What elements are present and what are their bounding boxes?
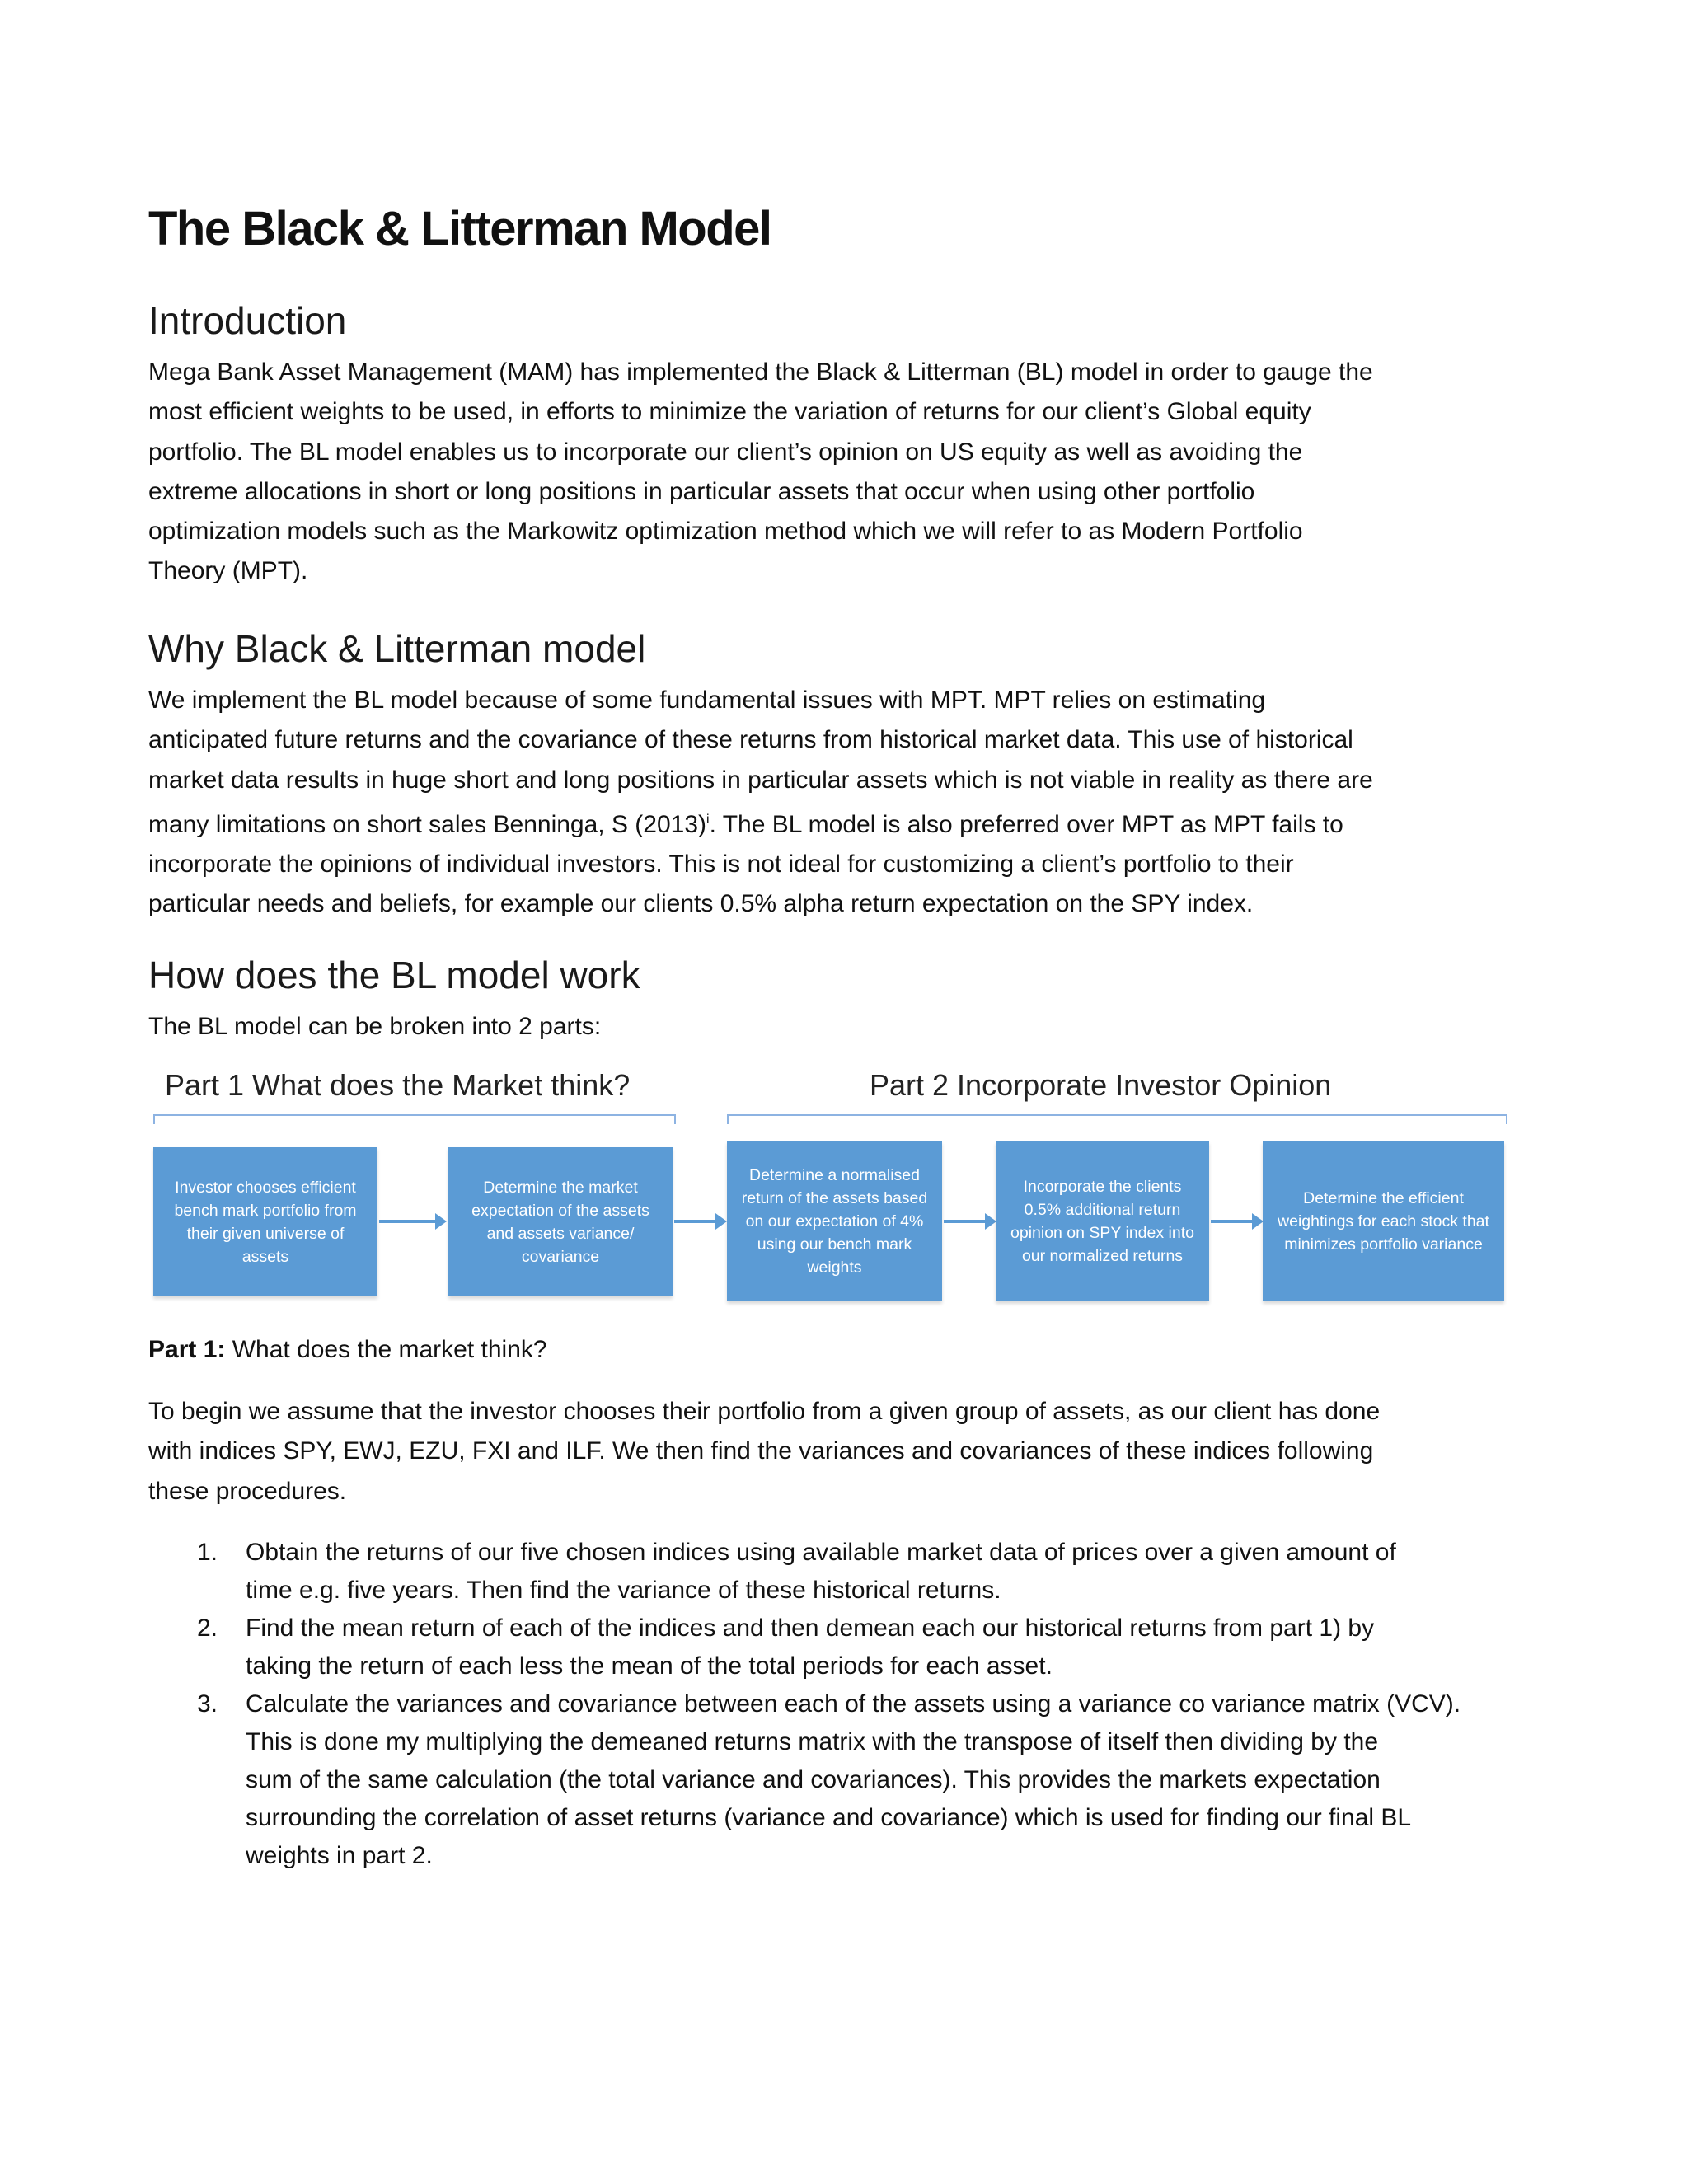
text-line: Find the mean return of each of the indices and then demean each our historical returns from part 1) by <box>246 1615 1375 1642</box>
step-box-2: Determine the market expectation of the assets and assets variance/ covariance <box>448 1147 673 1296</box>
arrow-icon <box>944 1220 987 1223</box>
how-heading: How does the BL model work <box>148 954 640 996</box>
citation-text: many limitations on short sales Benninga, S (2013) <box>148 810 707 838</box>
text-line: time e.g. five years. Then find the variance of these historical returns. <box>246 1577 1001 1604</box>
introduction-paragraph <box>148 353 1373 592</box>
list-item <box>148 1685 1461 1875</box>
text-line: extreme allocations in short or long positions in particular assets that occur when using other portfolio <box>148 477 1255 505</box>
step-box-1: Investor chooses efficient bench mark portfolio from their given universe of assets <box>153 1147 377 1296</box>
list-item <box>148 1534 1461 1610</box>
text-line <box>148 800 1373 845</box>
text-line: incorporate the opinions of individual investors. This is not ideal for customizing a client’s portfolio to their <box>148 851 1294 879</box>
arrow-icon <box>1211 1220 1254 1223</box>
step-box-4: Incorporate the clients 0.5% additional return opinion on SPY index into our normalized returns <box>996 1141 1209 1301</box>
text-line: anticipated future returns and the covariance of these returns from historical market data. This use of historical <box>148 726 1353 754</box>
text-line: We implement the BL model because of some fundamental issues with MPT. MPT relies on estimating <box>148 687 1266 714</box>
part1-paragraph <box>148 1392 1380 1511</box>
how-intro: The BL model can be broken into 2 parts: <box>148 1013 602 1040</box>
arrow-icon <box>674 1220 717 1223</box>
part2-bracket <box>727 1114 1507 1124</box>
text-line: Calculate the variances and covariance between each of the assets using a variance co variance matrix (VCV). <box>246 1690 1461 1718</box>
text-line: portfolio. The BL model enables us to incorporate our client’s opinion on US equity as well as avoiding the <box>148 438 1303 466</box>
text-line: Mega Bank Asset Management (MAM) has implemented the Black & Litterman (BL) model in order to gauge the <box>148 359 1373 386</box>
text-line: most efficient weights to be used, in efforts to minimize the variation of returns for our client’s Global equity <box>148 398 1311 426</box>
list-number: 2. <box>197 1615 218 1642</box>
list-number: 3. <box>197 1690 218 1718</box>
text-line: with indices SPY, EWJ, EZU, FXI and ILF. We then find the variances and covariances of these indices following <box>148 1437 1374 1465</box>
part2-diagram-heading: Part 2 Incorporate Investor Opinion <box>870 1068 1332 1102</box>
document-title: The Black & Litterman Model <box>148 202 771 255</box>
list-item <box>148 1610 1461 1685</box>
step-box-3: Determine a normalised return of the assets based on our expectation of 4% using our bench mark weights <box>727 1141 942 1301</box>
part1-diagram-heading: Part 1 What does the Market think? <box>165 1068 631 1102</box>
step-box-5: Determine the efficient weightings for each stock that minimizes portfolio variance <box>1263 1141 1504 1301</box>
why-heading: Why Black & Litterman model <box>148 627 646 670</box>
text-line: surrounding the correlation of asset returns (variance and covariance) which is used for finding our final BL <box>246 1804 1412 1831</box>
text-line: optimization models such as the Markowitz optimization method which we will refer to as Modern Portfolio <box>148 518 1303 546</box>
text-fragment: . The BL model is also preferred over MPT as MPT fails to <box>709 810 1343 838</box>
text-line: these procedures. <box>148 1477 347 1505</box>
footnote-mark[interactable]: i <box>706 812 710 827</box>
part1-subheading <box>148 1330 547 1370</box>
list-number: 1. <box>197 1539 218 1566</box>
text-line: taking the return of each less the mean of the total periods for each asset. <box>246 1652 1053 1680</box>
introduction-heading: Introduction <box>148 299 347 342</box>
text-line: sum of the same calculation (the total variance and covariances). This provides the markets expectation <box>246 1766 1381 1793</box>
text-line: weights in part 2. <box>246 1842 433 1869</box>
arrow-icon <box>379 1220 437 1223</box>
text-line: Theory (MPT). <box>148 557 308 585</box>
part1-bracket <box>153 1114 676 1124</box>
why-paragraph <box>148 681 1373 925</box>
text-line: This is done my multiplying the demeaned returns matrix with the transpose of itself then dividing by the <box>246 1728 1379 1755</box>
part1-label: Part 1: <box>148 1336 226 1363</box>
text-line: market data results in huge short and long positions in particular assets which is not viable in reality as there are <box>148 766 1373 794</box>
text-line: particular needs and beliefs, for example our clients 0.5% alpha return expectation on the SPY index. <box>148 890 1254 918</box>
text-line: To begin we assume that the investor chooses their portfolio from a given group of assets, as our client has done <box>148 1398 1381 1425</box>
procedure-list <box>148 1534 1461 1875</box>
text-line: Obtain the returns of our five chosen indices using available market data of prices over a given amount of <box>246 1539 1396 1566</box>
part1-title: What does the market think? <box>225 1336 547 1363</box>
